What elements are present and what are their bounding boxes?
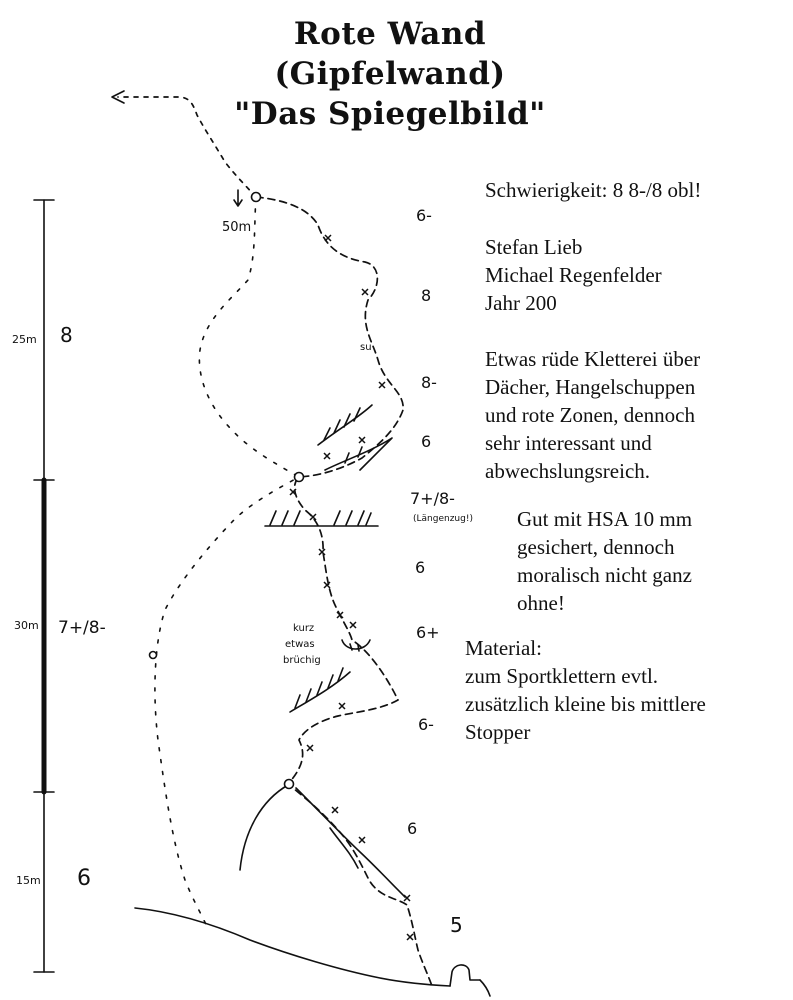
scale-length-label: 25m [12,333,37,346]
material-line: zusätzlich kleine bis mittlere [465,692,706,716]
year-text: Jahr 200 [485,291,557,315]
pitch-grade-label: 6- [418,715,434,734]
bolt-marker [319,549,325,555]
material-title: Material: [465,636,542,660]
abseil-arrow-icon [234,190,242,206]
bolt-marker [407,934,413,940]
exit-arrow-icon [112,91,124,103]
rock-outline [240,785,288,870]
scale-grade-label: 7+/8- [58,618,106,638]
route-start-symbol [450,965,480,986]
route-note-brittle-3: brüchig [283,655,321,666]
protection-line: Gut mit HSA 10 mm [517,507,693,531]
bolt-marker [362,289,368,295]
author-1: Stefan Lieb [485,235,583,259]
bolt-marker [404,895,410,901]
bolt-marker [324,453,330,459]
pitch-grade-label: 8- [421,373,437,392]
author-2: Michael Regenfelder [485,263,662,287]
abseil-line [155,197,299,930]
bolt-marker [332,807,338,813]
route-note-brittle-1: kurz [293,623,315,634]
pitch-grade-label: 7+/8- [410,489,455,508]
pitch-grade-label: 6 [421,432,432,451]
protection-line: moralisch nicht ganz [517,563,692,587]
scale-length-label: 15m [16,874,41,887]
description-line: abwechslungsreich. [485,459,651,483]
bolt-marker [307,745,313,751]
pitch-grade-label: 8 [421,286,432,305]
height-scale-bar [34,200,54,972]
description-line: Dächer, Hangelschuppen [485,375,696,399]
pitch-grade-label: 6 [407,819,418,838]
scale-length-label: 30m [14,619,39,632]
pitch-grade-label: 6+ [416,623,440,642]
description-line: Etwas rüde Kletterei über [485,347,701,371]
material-line: zum Sportklettern evtl. [465,664,659,688]
bolt-marker [359,437,365,443]
bolt-marker [350,622,356,628]
pitch-grade-label: 6- [416,206,432,225]
route-note-length-move: (Längenzug!) [413,514,473,524]
route-line-main [256,197,432,986]
bolt-marker [310,514,316,520]
route-note-su: su [360,342,372,353]
crack-lines [296,788,405,897]
description-line: und rote Zonen, dennoch [485,403,695,427]
bolt-marker [325,235,331,241]
route-note-brittle-2: etwas [285,639,315,650]
bolt-markers [290,235,413,940]
scale-grade-label: 6 [77,866,91,891]
bolt-marker [359,837,365,843]
bolt-marker [337,612,343,618]
route-line-exit [118,97,256,197]
title-line-1: Rote Wand [293,16,487,52]
material-line: Stopper [465,720,531,744]
abseil-length-label: 50m [222,220,252,235]
bolt-marker [339,703,345,709]
description-line: sehr interessant und [485,431,652,455]
difficulty-text: Schwierigkeit: 8 8-/8 obl! [485,178,702,202]
pitch-grade-label: 5 [450,913,463,937]
title-line-2: (Gipfelwand) [274,56,506,92]
title-line-3: "Das Spiegelbild" [234,96,546,132]
protection-line: ohne! [517,591,565,615]
protection-line: gesichert, dennoch [517,535,675,559]
belay-stations [150,193,304,789]
bolt-marker [379,382,385,388]
pitch-grade-label: 6 [415,558,426,577]
scale-grade-label: 8 [60,323,73,347]
ground-line [135,908,490,996]
